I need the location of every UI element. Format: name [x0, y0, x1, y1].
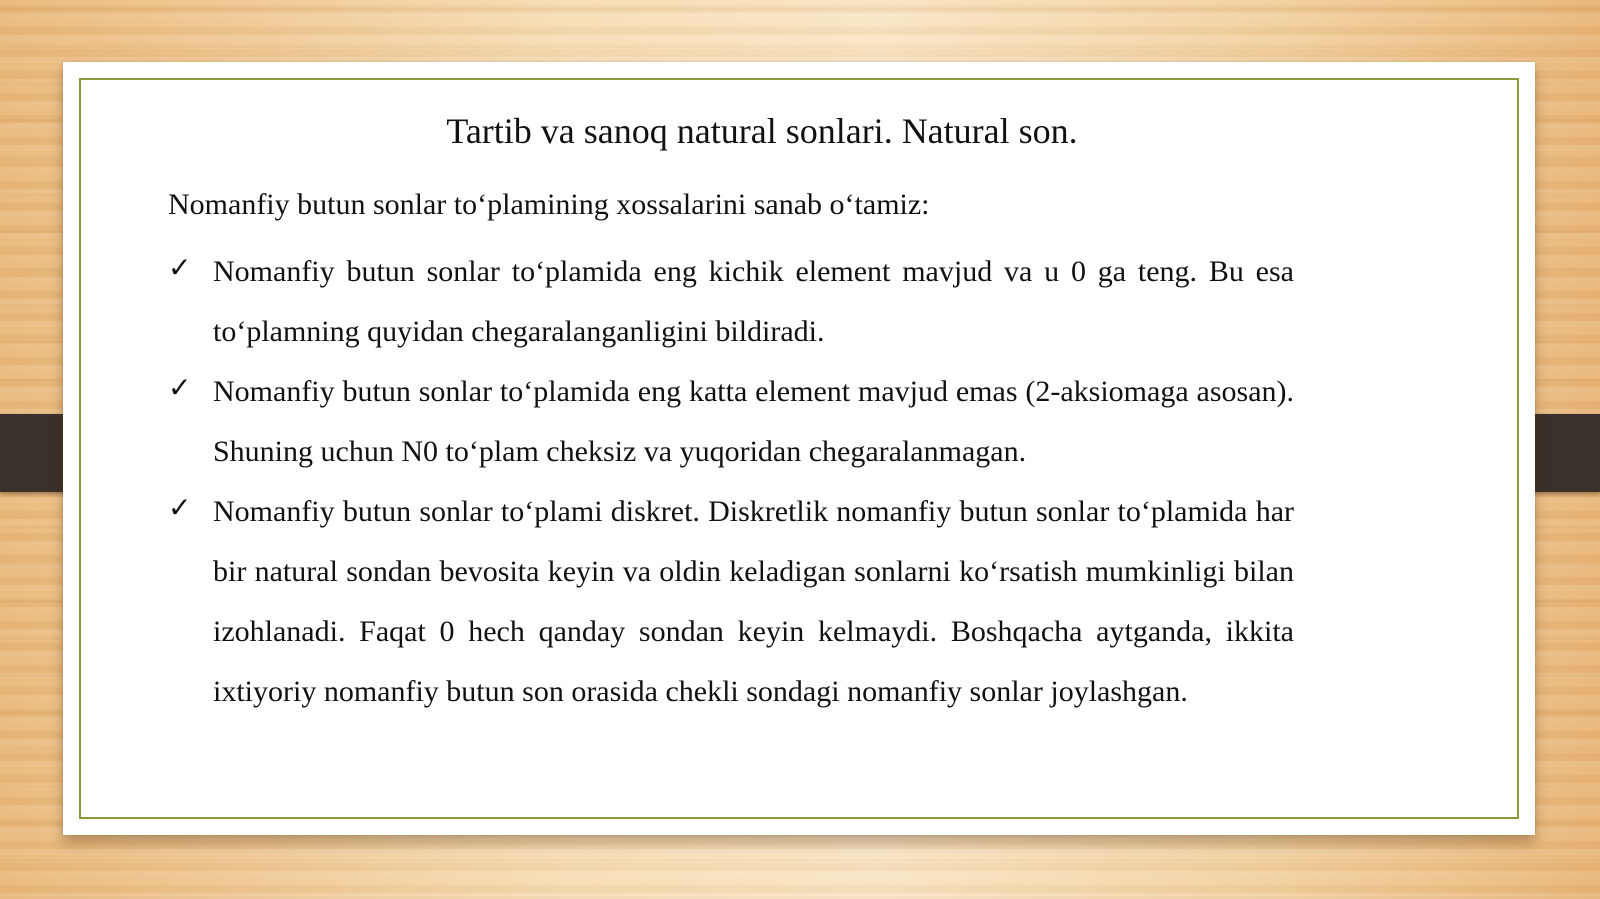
intro-text: Nomanfiy butun sonlar to‘plamining xossalarini sanab o‘tamiz: — [168, 188, 930, 221]
bullet-list — [168, 242, 1294, 722]
check-mark-icon: ✓ — [168, 251, 192, 284]
slide-title: Tartib va sanoq natural sonlari. Natural son. — [446, 111, 1078, 151]
slide-card — [63, 62, 1535, 835]
bullet-item — [168, 242, 1294, 362]
check-mark-icon: ✓ — [168, 491, 192, 524]
bullet-text: Nomanfiy butun sonlar to‘plamida eng katta element mavjud emas (2-aksiomaga asosan). Shuning uchun N0 to‘plam cheksiz va yuqoridan chegaralanmagan. — [213, 375, 1294, 468]
bullet-item — [168, 362, 1294, 482]
check-mark-icon: ✓ — [168, 371, 192, 404]
bullet-text: Nomanfiy butun sonlar to‘plami diskret. Diskretlik nomanfiy butun sonlar to‘plamida har bir natural sondan bevosita keyin va oldin keladigan sonlarni ko‘rsatish mumkinligi bilan izohlanadi. Faqat 0 hech qanday sondan keyin kelmaydi. Boshqacha aytganda, ikkita ixtiyoriy nomanfiy butun son orasida chekli sondagi nomanfiy sonlar joylashgan. — [213, 495, 1294, 708]
bullet-item — [168, 482, 1294, 722]
bullet-text: Nomanfiy butun sonlar to‘plamida eng kichik element mavjud va u 0 ga teng. Bu esa to‘plamning quyidan chegaralanganligini bildiradi. — [213, 255, 1294, 348]
